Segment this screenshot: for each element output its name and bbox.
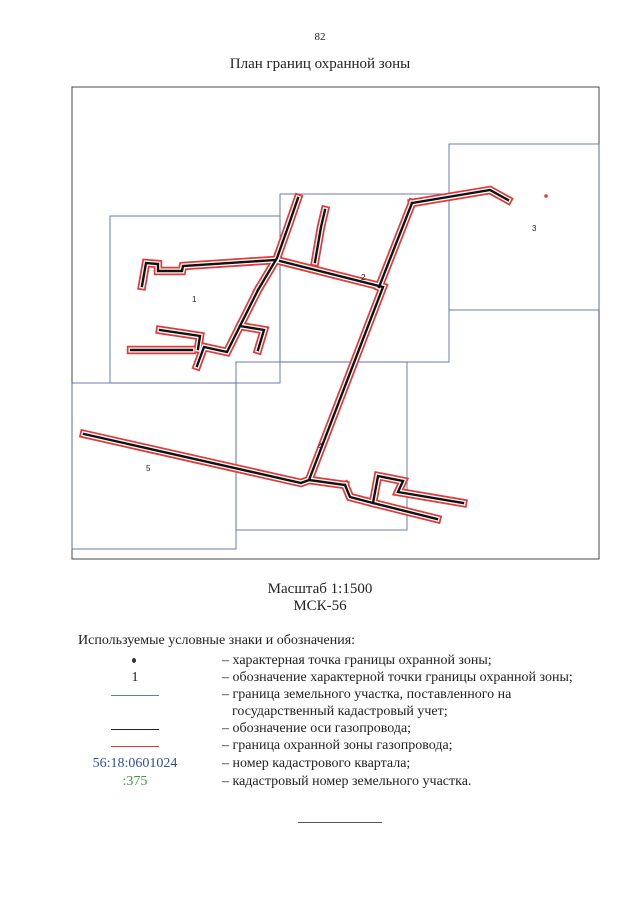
legend-text: – кадастровый номер земельного участка. xyxy=(222,774,472,789)
footer-rule xyxy=(298,822,382,823)
point-label-symbol: 1 xyxy=(131,670,139,685)
page-number: 82 xyxy=(314,31,326,43)
characteristic-point-marker xyxy=(544,194,548,198)
legend-text: – обозначение оси газопровода; xyxy=(222,721,412,736)
map-scale-block xyxy=(0,581,640,615)
parcel-label-1: 1 xyxy=(192,295,197,304)
black-line-icon xyxy=(111,729,159,730)
legend-item-point-label xyxy=(0,669,640,686)
blue-line-icon xyxy=(111,695,159,696)
red-line-icon xyxy=(111,746,159,747)
zone-line-symbol xyxy=(80,737,190,754)
axis-line-symbol xyxy=(80,720,190,737)
map-frame xyxy=(72,87,599,559)
legend-text-continued: государственный кадастровый учет; xyxy=(232,704,448,719)
parcel-label-5: 5 xyxy=(146,464,151,473)
legend-text: – номер кадастрового квартала; xyxy=(222,756,411,771)
legend-item-parcel-boundary-cont xyxy=(0,703,640,720)
cadastral-quarter-label: 56:18:0601024 xyxy=(92,756,178,771)
parcel-label-4: 4 xyxy=(318,442,323,451)
parcel-label-3: 3 xyxy=(532,224,537,233)
legend-text: – обозначение характерной точки границы охранной зоны; xyxy=(222,670,573,685)
map-scale: Масштаб 1:1500 xyxy=(267,581,373,597)
legend-text: – характерная точка границы охранной зоны; xyxy=(222,653,492,668)
point-symbol-icon xyxy=(80,652,190,669)
legend-text: – граница земельного участка, поставленного на xyxy=(222,687,512,702)
legend-item-point xyxy=(0,652,640,669)
legend-item-parcel-boundary xyxy=(0,686,640,703)
parcel-line-symbol xyxy=(80,686,190,703)
legend-text: – граница охранной зоны газопровода; xyxy=(222,738,453,753)
legend-item-cadastral-number xyxy=(0,773,640,790)
parcel-boundary-3 xyxy=(449,144,599,310)
parcel-label-2: 2 xyxy=(361,273,366,282)
legend-item-cadastral-quarter xyxy=(0,755,640,772)
cadastral-number-label: :375 xyxy=(122,774,148,789)
coordinate-system: МСК-56 xyxy=(293,598,347,614)
legend-item-protection-zone xyxy=(0,737,640,754)
page-title: План границ охранной зоны xyxy=(229,56,411,72)
legend-item-pipeline-axis xyxy=(0,720,640,737)
legend-title: Используемые условные знаки и обозначения: xyxy=(78,633,356,648)
